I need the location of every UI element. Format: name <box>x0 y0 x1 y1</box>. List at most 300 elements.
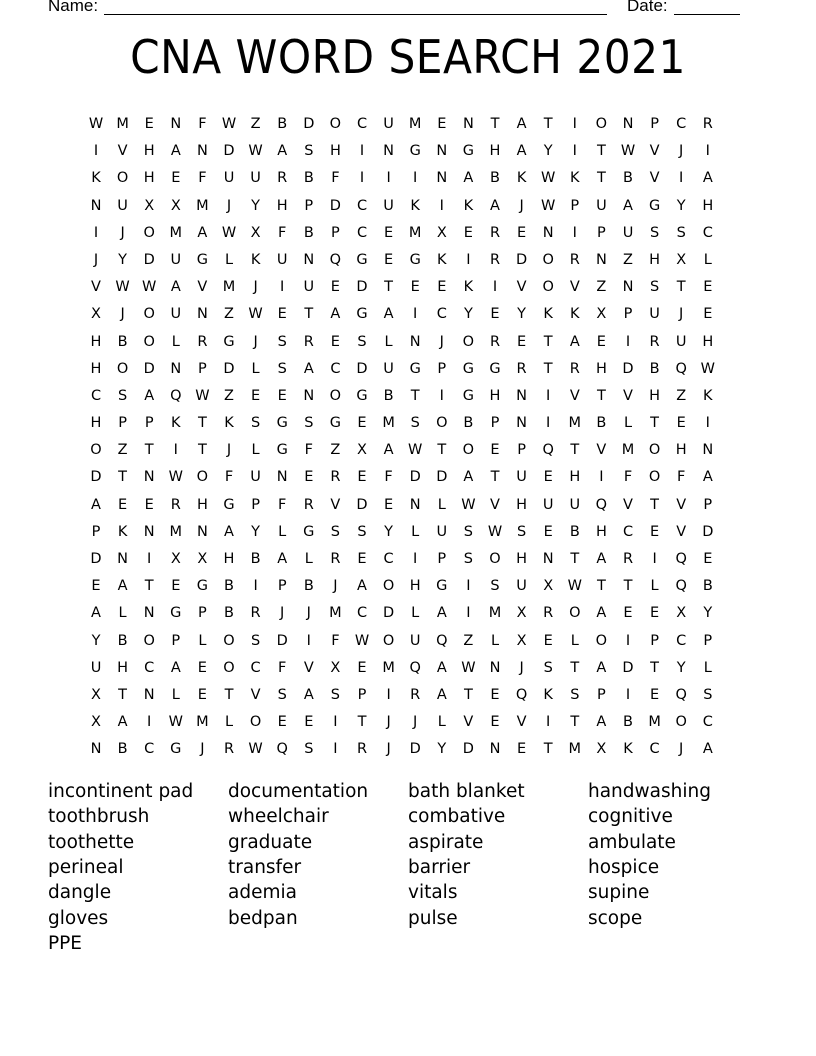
grid-row <box>82 412 740 439</box>
grid-letter: T <box>490 116 500 132</box>
grid-letter: S <box>277 686 287 703</box>
grid-letter: C <box>622 523 634 540</box>
grid-letter: O <box>143 224 155 241</box>
grid-letter: W <box>248 306 263 323</box>
grid-row <box>82 331 740 358</box>
grid-letter: L <box>623 415 633 432</box>
grid-letter: E <box>251 387 261 404</box>
grid-letter: A <box>303 686 314 703</box>
grid-row <box>82 385 740 412</box>
grid-letter: O <box>116 170 129 187</box>
grid-letter: H <box>595 360 607 377</box>
grid-row <box>82 113 740 140</box>
grid-letter: U <box>383 197 394 214</box>
grid-letter: G <box>170 605 182 622</box>
grid-letter: F <box>224 469 234 486</box>
grid-letter: W <box>248 143 263 160</box>
grid-letter: R <box>569 251 580 268</box>
grid-letter: W <box>461 496 476 513</box>
grid-letter: N <box>622 279 634 296</box>
grid-letter: H <box>569 469 581 486</box>
grid-letter: V <box>463 714 474 731</box>
grid-letter: C <box>356 224 368 241</box>
grid-letter: O <box>329 116 342 132</box>
grid-letter: R <box>622 551 634 567</box>
grid-letter: L <box>278 523 287 540</box>
grid-letter: G <box>489 360 501 377</box>
grid-letter: M <box>169 523 183 540</box>
grid-letter: L <box>171 686 180 703</box>
grid-letter: J <box>679 143 684 160</box>
grid-letter: L <box>384 333 393 350</box>
grid-letter: B <box>303 578 314 595</box>
grid-letter: S <box>250 415 261 432</box>
grid-letter: E <box>703 279 713 296</box>
grid-letter: E <box>543 632 553 649</box>
grid-letter: U <box>383 116 394 132</box>
grid-letter: A <box>516 116 527 132</box>
grid-letter: R <box>489 251 501 268</box>
word-list-item: bedpan <box>228 907 298 929</box>
grid-letter: I <box>625 333 631 350</box>
grid-letter: W <box>115 279 130 296</box>
grid-letter: E <box>357 551 367 567</box>
grid-letter: H <box>223 551 235 567</box>
grid-letter: T <box>650 659 660 676</box>
grid-letter: B <box>117 741 128 758</box>
grid-letter: V <box>516 714 527 731</box>
grid-letter: O <box>382 632 395 649</box>
grid-row <box>82 222 740 249</box>
grid-letter: F <box>623 469 633 486</box>
grid-letter: X <box>91 306 101 323</box>
grid-letter: W <box>221 116 237 132</box>
grid-letter: T <box>596 387 606 404</box>
grid-letter: L <box>411 605 420 622</box>
grid-letter: I <box>386 170 391 187</box>
grid-letter: Z <box>676 387 687 404</box>
grid-letter: A <box>516 143 527 160</box>
grid-letter: L <box>650 578 659 595</box>
grid-letter: E <box>543 469 553 486</box>
grid-letter: F <box>278 659 287 676</box>
grid-letter: R <box>569 360 580 377</box>
grid-letter: A <box>436 659 447 676</box>
grid-letter: N <box>196 143 208 160</box>
grid-letter: J <box>226 442 232 459</box>
grid-letter: I <box>572 224 577 241</box>
grid-letter: L <box>251 442 260 459</box>
grid-letter: I <box>386 686 391 703</box>
grid-letter: D <box>409 741 421 758</box>
grid-letter: J <box>93 251 99 268</box>
grid-letter: C <box>330 360 341 377</box>
grid-letter: G <box>409 360 421 377</box>
grid-letter: V <box>569 387 580 404</box>
grid-letter: H <box>196 496 208 513</box>
grid-letter: W <box>248 741 263 758</box>
grid-letter: O <box>569 605 581 622</box>
grid-row <box>82 711 740 738</box>
grid-letter: E <box>490 306 500 323</box>
grid-letter: U <box>649 306 660 323</box>
grid-letter: Q <box>170 387 182 404</box>
grid-letter: N <box>436 143 448 160</box>
grid-letter: I <box>93 224 99 241</box>
grid-row <box>82 575 740 602</box>
grid-letter: S <box>649 224 660 241</box>
grid-letter: X <box>516 605 527 622</box>
grid-letter: S <box>570 686 580 703</box>
grid-letter: V <box>91 279 101 296</box>
grid-letter: T <box>596 578 606 595</box>
grid-letter: A <box>117 578 128 595</box>
grid-letter: D <box>462 741 474 758</box>
grid-letter: P <box>597 224 606 241</box>
name-field[interactable] <box>104 14 607 15</box>
letter-grid <box>82 113 740 766</box>
grid-letter: J <box>253 333 258 350</box>
grid-letter: X <box>596 741 607 758</box>
grid-letter: I <box>359 170 365 187</box>
grid-letter: Z <box>330 442 341 459</box>
grid-letter: S <box>304 143 314 160</box>
grid-letter: O <box>143 306 155 323</box>
grid-letter: W <box>487 523 503 540</box>
grid-letter: T <box>570 659 580 676</box>
grid-letter: K <box>91 170 101 187</box>
grid-letter: E <box>357 415 367 432</box>
grid-row <box>82 602 740 629</box>
grid-letter: H <box>143 143 155 160</box>
grid-letter: E <box>171 170 181 187</box>
grid-letter: Q <box>409 659 421 676</box>
grid-letter: A <box>623 197 633 214</box>
grid-letter: J <box>226 197 232 214</box>
grid-letter: A <box>596 551 607 567</box>
grid-letter: I <box>625 632 631 649</box>
grid-letter: K <box>516 170 527 187</box>
grid-letter: O <box>143 632 155 649</box>
grid-letter: H <box>276 197 288 214</box>
grid-letter: F <box>331 170 340 187</box>
word-list-item: wheelchair <box>228 806 329 828</box>
grid-letter: A <box>117 714 128 731</box>
grid-letter: W <box>620 143 636 160</box>
grid-letter: S <box>676 224 686 241</box>
date-field[interactable] <box>674 14 740 15</box>
grid-letter: P <box>91 523 101 540</box>
word-list-item: pulse <box>408 907 458 929</box>
grid-letter: O <box>223 659 235 676</box>
grid-letter: S <box>490 578 500 595</box>
grid-letter: E <box>118 496 128 513</box>
grid-letter: D <box>223 143 235 160</box>
grid-letter: T <box>384 279 394 296</box>
grid-letter: I <box>466 605 471 622</box>
word-list-item: handwashing <box>588 781 711 802</box>
grid-letter: T <box>357 714 367 731</box>
grid-letter: M <box>568 741 582 758</box>
grid-letter: O <box>249 714 262 731</box>
grid-letter: P <box>437 360 447 377</box>
grid-letter: O <box>675 714 687 731</box>
grid-letter: O <box>329 387 342 404</box>
grid-letter: A <box>170 143 181 160</box>
name-label: Name: <box>48 0 99 15</box>
grid-letter: J <box>386 714 391 731</box>
grid-letter: D <box>356 279 368 296</box>
grid-letter: D <box>622 360 634 377</box>
grid-letter: A <box>277 143 288 160</box>
grid-letter: N <box>542 551 554 567</box>
grid-letter: P <box>144 415 154 432</box>
grid-letter: V <box>197 279 208 296</box>
grid-letter: T <box>623 578 633 595</box>
page-title: CNA WORD SEARCH 2021 <box>130 30 686 84</box>
grid-letter: P <box>517 442 526 459</box>
grid-letter: Q <box>595 496 608 513</box>
grid-letter: I <box>173 442 178 459</box>
grid-letter: A <box>170 659 181 676</box>
grid-letter: G <box>648 197 661 214</box>
grid-letter: W <box>567 578 582 595</box>
word-list-item: aspirate <box>408 831 484 853</box>
grid-letter: R <box>489 333 501 350</box>
grid-letter: J <box>439 333 444 350</box>
word-list-item: barrier <box>408 856 471 878</box>
grid-letter: P <box>703 496 713 513</box>
grid-letter: D <box>356 360 368 377</box>
grid-letter: I <box>439 197 444 214</box>
grid-letter: S <box>357 523 367 540</box>
grid-letter: K <box>703 387 713 404</box>
grid-letter: N <box>170 116 182 132</box>
grid-letter: A <box>702 469 713 486</box>
grid-letter: R <box>410 686 421 703</box>
grid-letter: C <box>649 741 660 758</box>
grid-letter: O <box>462 442 475 459</box>
grid-letter: S <box>277 333 287 350</box>
grid-letter: R <box>330 469 341 486</box>
grid-letter: X <box>330 659 341 676</box>
grid-letter: K <box>410 197 420 214</box>
grid-letter: C <box>144 659 155 676</box>
grid-letter: N <box>622 116 634 132</box>
grid-letter: U <box>569 496 581 513</box>
grid-letter: U <box>303 279 315 296</box>
grid-letter: I <box>492 279 498 296</box>
grid-letter: E <box>357 659 367 676</box>
grid-letter: E <box>330 333 340 350</box>
grid-letter: I <box>625 686 631 703</box>
grid-letter: A <box>490 197 500 214</box>
word-list-item: gloves <box>48 907 109 929</box>
grid-letter: D <box>356 496 368 513</box>
grid-letter: P <box>251 496 260 513</box>
grid-letter: I <box>599 469 604 486</box>
grid-letter: W <box>541 197 556 214</box>
grid-letter: A <box>436 686 447 703</box>
grid-letter: E <box>623 605 633 622</box>
grid-letter: W <box>142 279 157 296</box>
grid-letter: T <box>118 686 128 703</box>
grid-letter: E <box>384 496 394 513</box>
grid-letter: J <box>333 578 338 595</box>
grid-letter: P <box>570 197 580 214</box>
grid-letter: P <box>118 415 127 432</box>
grid-letter: N <box>143 469 155 486</box>
grid-row <box>82 466 740 493</box>
grid-letter: Y <box>251 197 261 214</box>
grid-letter: P <box>650 116 659 132</box>
grid-letter: T <box>650 496 660 513</box>
grid-letter: I <box>439 387 444 404</box>
grid-letter: B <box>649 360 660 377</box>
grid-letter: P <box>490 415 500 432</box>
grid-letter: E <box>517 333 527 350</box>
grid-letter: L <box>437 714 446 731</box>
grid-letter: U <box>276 251 288 268</box>
word-list-item: supine <box>588 882 650 904</box>
grid-letter: P <box>650 632 659 649</box>
grid-letter: N <box>303 251 315 268</box>
grid-letter: D <box>303 116 315 132</box>
grid-letter: K <box>117 523 128 540</box>
grid-letter: S <box>330 523 340 540</box>
grid-row <box>82 684 740 711</box>
grid-letter: S <box>463 523 473 540</box>
grid-letter: B <box>224 578 234 595</box>
grid-letter: H <box>516 496 528 513</box>
grid-letter: E <box>543 523 553 540</box>
grid-letter: M <box>196 197 209 214</box>
grid-letter: M <box>222 279 236 296</box>
grid-letter: N <box>143 523 155 540</box>
grid-letter: X <box>436 224 447 241</box>
grid-row <box>82 303 740 330</box>
grid-letter: F <box>278 496 287 513</box>
grid-letter: T <box>543 333 553 350</box>
grid-letter: G <box>436 578 448 595</box>
grid-letter: N <box>595 251 607 268</box>
word-list-item: cognitive <box>588 806 673 828</box>
grid-letter: N <box>196 523 208 540</box>
grid-letter: D <box>409 469 421 486</box>
grid-letter: B <box>490 170 500 187</box>
grid-letter: T <box>490 469 500 486</box>
grid-letter: H <box>90 360 102 377</box>
grid-letter: A <box>702 741 713 758</box>
grid-letter: H <box>489 143 501 160</box>
grid-letter: X <box>91 714 101 731</box>
grid-letter: Z <box>224 306 234 323</box>
grid-letter: N <box>143 605 155 622</box>
grid-letter: S <box>649 279 660 296</box>
grid-letter: Q <box>675 578 687 595</box>
grid-letter: O <box>462 333 475 350</box>
grid-letter: V <box>516 279 527 296</box>
grid-letter: D <box>90 551 102 567</box>
grid-letter: T <box>570 442 580 459</box>
grid-letter: L <box>570 632 579 649</box>
grid-row <box>82 494 740 521</box>
grid-letter: Y <box>676 197 686 214</box>
grid-letter: G <box>170 741 182 758</box>
grid-letter: C <box>356 605 368 622</box>
grid-letter: E <box>144 496 154 513</box>
grid-letter: B <box>569 523 580 540</box>
grid-letter: R <box>223 741 235 758</box>
grid-letter: T <box>570 714 580 731</box>
grid-letter: B <box>303 224 314 241</box>
grid-letter: M <box>196 714 209 731</box>
grid-letter: S <box>250 632 261 649</box>
grid-letter: E <box>596 333 606 350</box>
grid-letter: M <box>408 224 422 241</box>
grid-letter: I <box>359 143 365 160</box>
grid-letter: L <box>437 496 446 513</box>
grid-letter: U <box>436 523 448 540</box>
grid-letter: G <box>409 251 421 268</box>
grid-letter: O <box>116 360 129 377</box>
grid-letter: X <box>144 197 155 214</box>
grid-letter: C <box>702 224 713 241</box>
grid-letter: E <box>490 686 500 703</box>
grid-letter: J <box>679 741 684 758</box>
grid-letter: N <box>702 442 714 459</box>
grid-letter: P <box>703 632 713 649</box>
grid-letter: E <box>197 659 207 676</box>
grid-letter: H <box>595 523 607 540</box>
grid-letter: W <box>221 224 237 241</box>
grid-letter: S <box>357 333 367 350</box>
grid-row <box>82 358 740 385</box>
grid-letter: N <box>303 387 315 404</box>
grid-letter: S <box>410 415 420 432</box>
grid-letter: E <box>410 279 420 296</box>
grid-letter: I <box>652 551 657 567</box>
grid-letter: R <box>702 116 713 132</box>
grid-letter: A <box>303 360 314 377</box>
grid-letter: N <box>516 415 528 432</box>
grid-letter: O <box>436 415 448 432</box>
grid-letter: M <box>116 116 129 132</box>
grid-letter: R <box>197 333 208 350</box>
grid-letter: E <box>463 224 473 241</box>
grid-letter: G <box>303 523 315 540</box>
word-list-item: graduate <box>228 831 313 853</box>
grid-letter: D <box>329 197 341 214</box>
grid-letter: K <box>570 170 580 187</box>
grid-letter: A <box>224 523 234 540</box>
grid-letter: A <box>463 469 474 486</box>
grid-letter: U <box>675 333 687 350</box>
grid-letter: O <box>648 469 661 486</box>
grid-letter: W <box>88 116 104 132</box>
grid-letter: N <box>383 143 395 160</box>
grid-letter: A <box>596 714 607 731</box>
grid-letter: X <box>676 251 687 268</box>
grid-letter: T <box>197 415 207 432</box>
word-list-item: scope <box>588 907 643 929</box>
grid-letter: W <box>700 360 715 377</box>
grid-letter: K <box>224 415 234 432</box>
grid-row <box>82 195 740 222</box>
grid-letter: S <box>330 686 340 703</box>
grid-letter: P <box>597 686 606 703</box>
grid-letter: F <box>304 442 313 459</box>
